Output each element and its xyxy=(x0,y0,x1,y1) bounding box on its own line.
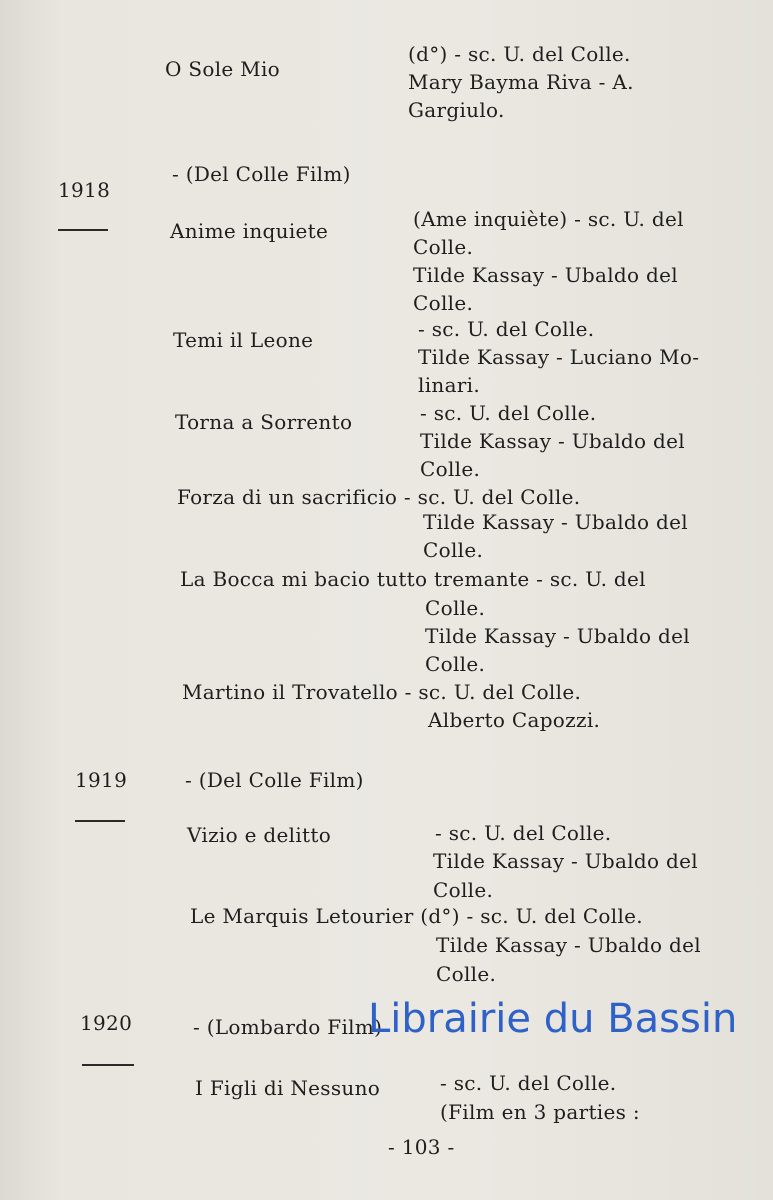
film-title: O Sole Mio xyxy=(165,57,281,81)
year-underline xyxy=(82,1064,134,1066)
film-detail: (Film en 3 parties : xyxy=(440,1100,640,1124)
film-detail: Colle. xyxy=(413,235,474,259)
company-label: - (Lombardo Film) xyxy=(193,1015,383,1039)
film-detail: Colle. xyxy=(420,457,481,481)
film-detail: (Ame inquiète) - sc. U. del xyxy=(413,207,684,231)
film-title: Temi il Leone xyxy=(173,328,314,352)
film-detail: Colle. xyxy=(433,878,494,902)
film-detail: - sc. U. del Colle. xyxy=(435,821,612,845)
year-label: 1918 xyxy=(58,178,111,202)
film-detail: Mary Bayma Riva - A. xyxy=(408,70,634,94)
company-label: - (Del Colle Film) xyxy=(185,768,364,792)
film-detail: Colle. xyxy=(425,596,486,620)
film-detail: Tilde Kassay - Luciano Mo- xyxy=(418,345,700,369)
film-title: Vizio e delitto xyxy=(187,823,332,847)
film-title: Torna a Sorrento xyxy=(175,410,353,434)
film-detail: Colle. xyxy=(425,652,486,676)
film-title: Anime inquiete xyxy=(170,219,329,243)
film-title: Martino il Trovatello - sc. U. del Colle. xyxy=(182,680,582,704)
film-detail: Tilde Kassay - Ubaldo del xyxy=(413,263,678,287)
film-detail: Tilde Kassay - Ubaldo del xyxy=(433,849,698,873)
film-detail: Alberto Capozzi. xyxy=(428,708,601,732)
film-detail: Colle. xyxy=(413,291,474,315)
film-detail: (d°) - sc. U. del Colle. xyxy=(408,42,631,66)
film-title: Forza di un sacrificio - sc. U. del Colle. xyxy=(177,485,581,509)
company-label: - (Del Colle Film) xyxy=(172,162,351,186)
film-detail: Tilde Kassay - Ubaldo del xyxy=(436,933,701,957)
film-title: La Bocca mi bacio tutto tremante - sc. U. del xyxy=(180,567,646,591)
film-detail: - sc. U. del Colle. xyxy=(420,401,597,425)
film-detail: - sc. U. del Colle. xyxy=(418,317,595,341)
year-underline xyxy=(75,820,125,822)
film-detail: Tilde Kassay - Ubaldo del xyxy=(425,624,690,648)
year-label: 1919 xyxy=(75,768,128,792)
film-detail: - sc. U. del Colle. xyxy=(440,1071,617,1095)
film-detail: Tilde Kassay - Ubaldo del xyxy=(423,510,688,534)
film-detail: Colle. xyxy=(423,538,484,562)
film-title: Le Marquis Letourier (d°) - sc. U. del Colle. xyxy=(190,904,643,928)
film-detail: linari. xyxy=(418,373,481,397)
film-title: I Figli di Nessuno xyxy=(195,1076,381,1100)
watermark-text: Librairie du Bassin xyxy=(368,996,738,1042)
film-detail: Gargiulo. xyxy=(408,98,505,122)
film-detail: Colle. xyxy=(436,962,497,986)
year-underline xyxy=(58,229,108,231)
page-number: - 103 - xyxy=(388,1135,455,1159)
year-label: 1920 xyxy=(80,1011,133,1035)
film-detail: Tilde Kassay - Ubaldo del xyxy=(420,429,685,453)
